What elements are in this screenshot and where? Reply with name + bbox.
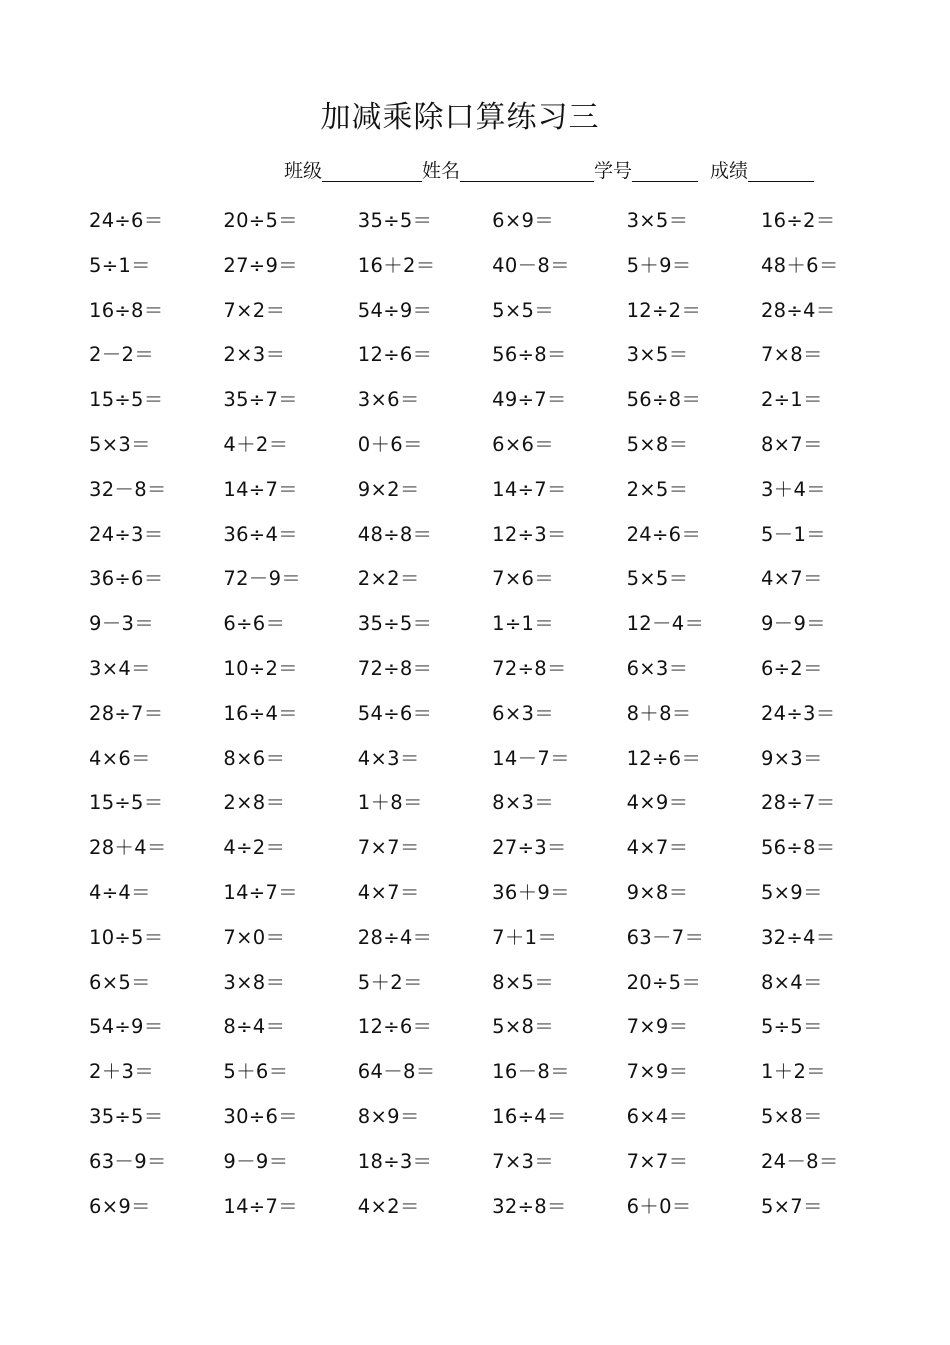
problem-r22-c1: 63－9＝ xyxy=(89,1149,167,1173)
problem-r3-c6: 28÷4＝ xyxy=(760,298,836,322)
problem-r9-c2: 72－9＝ xyxy=(223,567,302,591)
problem-r2-c6: 48＋6＝ xyxy=(760,253,839,277)
problem-r10-c5: 12－4＝ xyxy=(626,612,705,636)
problem-r16-c4: 36＋9＝ xyxy=(492,880,570,904)
problem-r3-c2: 7×2＝ xyxy=(223,298,286,322)
problem-r22-c2: 9－9＝ xyxy=(223,1149,289,1173)
problem-r1-c4: 6×9＝ xyxy=(492,209,555,232)
problem-r5-c1: 15÷5＝ xyxy=(89,388,164,412)
problem-r4-c2: 2×3＝ xyxy=(223,343,286,367)
problem-r13-c5: 12÷6＝ xyxy=(626,746,702,770)
problem-r17-c3: 28÷4＝ xyxy=(357,925,433,949)
problem-r1-c2: 20÷5＝ xyxy=(223,209,298,232)
problem-r17-c4: 7＋1＝ xyxy=(492,925,558,949)
class-blank[interactable] xyxy=(322,159,422,182)
number-label: 学号 xyxy=(594,160,633,182)
problem-grid xyxy=(89,203,909,1233)
problem-r19-c6: 5÷5＝ xyxy=(760,1015,823,1039)
problem-r9-c3: 2×2＝ xyxy=(357,567,420,591)
problem-r23-c1: 6×9＝ xyxy=(89,1194,151,1218)
problem-r5-c2: 35÷7＝ xyxy=(223,388,298,412)
problem-r18-c5: 20÷5＝ xyxy=(626,970,702,994)
problem-r13-c3: 4×3＝ xyxy=(357,746,420,770)
problem-r6-c3: 0＋6＝ xyxy=(357,432,423,456)
problem-r21-c2: 30÷6＝ xyxy=(223,1104,298,1128)
problem-r17-c5: 63－7＝ xyxy=(626,925,705,949)
problem-r11-c1: 3×4＝ xyxy=(89,656,151,680)
problem-r6-c1: 5×3＝ xyxy=(89,432,151,456)
problem-r6-c4: 6×6＝ xyxy=(492,432,555,456)
problem-r1-c5: 3×5＝ xyxy=(626,209,689,232)
problem-r23-c3: 4×2＝ xyxy=(357,1194,420,1218)
problem-r6-c5: 5×8＝ xyxy=(626,432,689,456)
problem-r8-c6: 5－1＝ xyxy=(760,522,826,546)
problem-r7-c2: 14÷7＝ xyxy=(223,477,298,501)
problem-r15-c6: 56÷8＝ xyxy=(760,836,836,860)
problem-r12-c3: 54÷6＝ xyxy=(357,701,433,725)
problem-r11-c5: 6×3＝ xyxy=(626,656,689,680)
problem-r1-c6: 16÷2＝ xyxy=(760,209,836,232)
problem-r12-c2: 16÷4＝ xyxy=(223,701,298,725)
problem-r15-c4: 27÷3＝ xyxy=(492,836,567,860)
problem-r5-c6: 2÷1＝ xyxy=(760,388,823,412)
problem-r4-c6: 7×8＝ xyxy=(760,343,823,367)
problem-r21-c3: 8×9＝ xyxy=(357,1104,420,1128)
problem-r14-c3: 1＋8＝ xyxy=(357,791,423,815)
problem-r7-c1: 32－8＝ xyxy=(89,477,167,501)
problem-r13-c4: 14－7＝ xyxy=(492,746,570,770)
problem-r8-c4: 12÷3＝ xyxy=(492,522,567,546)
problem-r21-c6: 5×8＝ xyxy=(760,1104,823,1128)
problem-r11-c6: 6÷2＝ xyxy=(760,656,823,680)
problem-r15-c1: 28＋4＝ xyxy=(89,836,167,860)
problem-r5-c5: 56÷8＝ xyxy=(626,388,702,412)
problem-r21-c1: 35÷5＝ xyxy=(89,1104,164,1128)
problem-r22-c6: 24－8＝ xyxy=(760,1149,839,1173)
problem-r2-c1: 5÷1＝ xyxy=(89,253,151,277)
problem-r9-c5: 5×5＝ xyxy=(626,567,689,591)
problem-r4-c4: 56÷8＝ xyxy=(492,343,567,367)
problem-r10-c2: 6÷6＝ xyxy=(223,612,286,636)
problem-r12-c1: 28÷7＝ xyxy=(89,701,164,725)
problem-r19-c1: 54÷9＝ xyxy=(89,1015,164,1039)
score-blank[interactable] xyxy=(748,159,814,182)
problem-r17-c6: 32÷4＝ xyxy=(760,925,836,949)
problem-r17-c1: 10÷5＝ xyxy=(89,925,164,949)
problem-r2-c5: 5＋9＝ xyxy=(626,253,692,277)
problem-r4-c3: 12÷6＝ xyxy=(357,343,433,367)
problem-r15-c5: 4×7＝ xyxy=(626,836,689,860)
problem-r3-c1: 16÷8＝ xyxy=(89,298,164,322)
problem-r13-c1: 4×6＝ xyxy=(89,746,151,770)
problem-r4-c1: 2－2＝ xyxy=(89,343,155,367)
name-label: 姓名 xyxy=(422,160,461,182)
problem-r7-c4: 14÷7＝ xyxy=(492,477,567,501)
problem-r19-c2: 8÷4＝ xyxy=(223,1015,286,1039)
problem-r11-c4: 72÷8＝ xyxy=(492,656,567,680)
problem-r6-c2: 4＋2＝ xyxy=(223,432,289,456)
problem-r19-c5: 7×9＝ xyxy=(626,1015,689,1039)
problem-r20-c4: 16－8＝ xyxy=(492,1060,570,1084)
problem-r14-c4: 8×3＝ xyxy=(492,791,555,815)
problem-r8-c1: 24÷3＝ xyxy=(89,522,164,546)
problem-r20-c5: 7×9＝ xyxy=(626,1060,689,1084)
problem-r7-c6: 3＋4＝ xyxy=(760,477,826,501)
problem-r15-c3: 7×7＝ xyxy=(357,836,420,860)
problem-r21-c5: 6×4＝ xyxy=(626,1104,689,1128)
problem-r3-c5: 12÷2＝ xyxy=(626,298,702,322)
problem-r10-c4: 1÷1＝ xyxy=(492,612,555,636)
problem-r21-c4: 16÷4＝ xyxy=(492,1104,567,1128)
problem-r15-c2: 4÷2＝ xyxy=(223,836,286,860)
problem-r4-c5: 3×5＝ xyxy=(626,343,689,367)
problem-r20-c2: 5＋6＝ xyxy=(223,1060,289,1084)
problem-r16-c3: 4×7＝ xyxy=(357,880,420,904)
problem-r16-c5: 9×8＝ xyxy=(626,880,689,904)
problem-r12-c5: 8＋8＝ xyxy=(626,701,692,725)
problem-r23-c2: 14÷7＝ xyxy=(223,1194,298,1218)
problem-r19-c3: 12÷6＝ xyxy=(357,1015,433,1039)
problem-r12-c4: 6×3＝ xyxy=(492,701,555,725)
problem-r23-c5: 6＋0＝ xyxy=(626,1194,692,1218)
page-title: 加减乘除口算练习三 xyxy=(320,100,600,135)
problem-r22-c5: 7×7＝ xyxy=(626,1149,689,1173)
problem-r18-c1: 6×5＝ xyxy=(89,970,151,994)
problem-r8-c3: 48÷8＝ xyxy=(357,522,433,546)
problem-r11-c2: 10÷2＝ xyxy=(223,656,298,680)
problem-r7-c5: 2×5＝ xyxy=(626,477,689,501)
problem-r2-c4: 40－8＝ xyxy=(492,253,570,277)
problem-r9-c4: 7×6＝ xyxy=(492,567,555,591)
problem-r18-c6: 8×4＝ xyxy=(760,970,823,994)
problem-r8-c2: 36÷4＝ xyxy=(223,522,298,546)
problem-r20-c6: 1＋2＝ xyxy=(760,1060,826,1084)
problem-r14-c1: 15÷5＝ xyxy=(89,791,164,815)
problem-r14-c6: 28÷7＝ xyxy=(760,791,836,815)
problem-r1-c3: 35÷5＝ xyxy=(357,209,433,232)
class-label: 班级 xyxy=(284,160,323,182)
problem-r23-c6: 5×7＝ xyxy=(760,1194,823,1218)
problem-r17-c2: 7×0＝ xyxy=(223,925,286,949)
name-blank[interactable] xyxy=(460,159,594,182)
problem-r7-c3: 9×2＝ xyxy=(357,477,420,501)
problem-r23-c4: 32÷8＝ xyxy=(492,1194,567,1218)
problem-r8-c5: 24÷6＝ xyxy=(626,522,702,546)
problem-r14-c2: 2×8＝ xyxy=(223,791,286,815)
problem-r5-c4: 49÷7＝ xyxy=(492,388,567,412)
problem-r10-c3: 35÷5＝ xyxy=(357,612,433,636)
problem-r1-c1: 24÷6＝ xyxy=(89,209,164,232)
problem-r16-c1: 4÷4＝ xyxy=(89,880,151,904)
problem-r10-c1: 9－3＝ xyxy=(89,612,155,636)
problem-r13-c6: 9×3＝ xyxy=(760,746,823,770)
problem-r9-c6: 4×7＝ xyxy=(760,567,823,591)
problem-r13-c2: 8×6＝ xyxy=(223,746,286,770)
problem-r2-c3: 16＋2＝ xyxy=(357,253,436,277)
problem-r5-c3: 3×6＝ xyxy=(357,388,420,412)
problem-r9-c1: 36÷6＝ xyxy=(89,567,164,591)
problem-r14-c5: 4×9＝ xyxy=(626,791,689,815)
problem-r22-c4: 7×3＝ xyxy=(492,1149,555,1173)
problem-r19-c4: 5×8＝ xyxy=(492,1015,555,1039)
student-info-line xyxy=(284,154,814,184)
problem-r3-c3: 54÷9＝ xyxy=(357,298,433,322)
problem-r20-c1: 2＋3＝ xyxy=(89,1060,155,1084)
problem-r6-c6: 8×7＝ xyxy=(760,432,823,456)
problem-r2-c2: 27÷9＝ xyxy=(223,253,298,277)
problem-r11-c3: 72÷8＝ xyxy=(357,656,433,680)
problem-r10-c6: 9－9＝ xyxy=(760,612,826,636)
problem-r16-c2: 14÷7＝ xyxy=(223,880,298,904)
problem-r18-c4: 8×5＝ xyxy=(492,970,555,994)
number-blank[interactable] xyxy=(632,159,698,182)
score-label: 成绩 xyxy=(710,160,749,182)
problem-r18-c3: 5＋2＝ xyxy=(357,970,423,994)
problem-r12-c6: 24÷3＝ xyxy=(760,701,836,725)
problem-r22-c3: 18÷3＝ xyxy=(357,1149,433,1173)
problem-r18-c2: 3×8＝ xyxy=(223,970,286,994)
problem-r3-c4: 5×5＝ xyxy=(492,298,555,322)
problem-r20-c3: 64－8＝ xyxy=(357,1060,436,1084)
problem-r16-c6: 5×9＝ xyxy=(760,880,823,904)
